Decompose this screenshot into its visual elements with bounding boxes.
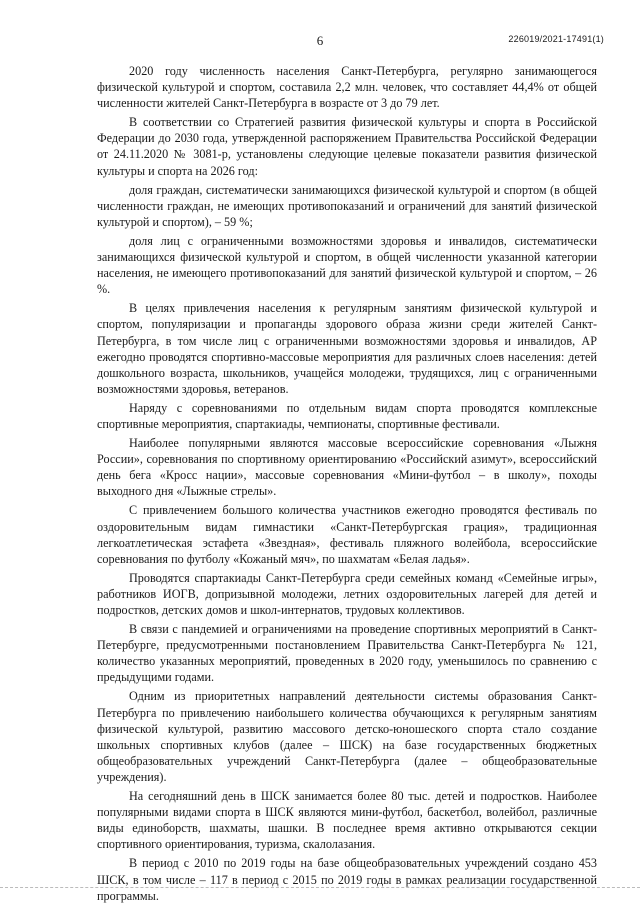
paragraph: В период с 2010 по 2019 годы на базе общеобразовательных учреждений создано 453 ШСК, в том числе – 117 в период с 2015 по 2019 годы в рамках реализации государственной программы. [97, 856, 597, 903]
paragraph: В соответствии со Стратегией развития физической культуры и спорта в Российской Федерации до 2030 года, утвержденной распоряжением Правительства Российской Федерации от 24.11.2020 № 3081-р, установлены следующие целевые показатели развития физической культуры и спорта на 2026 год: [97, 115, 597, 178]
paragraph: Одним из приоритетных направлений деятельности системы образования Санкт-Петербурга по привлечению наибольшего количества обучающихся к регулярным занятиям физической культурой, развитию массового детско-юношеского спорта стало создание школьных спортивных клубов (далее – ШСК) на базе государственных бюджетных общеобразовательных учреждений Санкт-Петербурга (далее – общеобразовательные учреждения). [97, 689, 597, 784]
paragraph: Проводятся спартакиады Санкт-Петербурга среди семейных команд «Семейные игры», работников ИОГВ, допризывной молодежи, летних оздоровительных лагерей для детей и подростков, детских домов и школ-интернатов, трудовых коллективов. [97, 570, 597, 617]
paragraph: На сегодняшний день в ШСК занимается более 80 тыс. детей и подростков. Наиболее популярными видами спорта в ШСК являются мини-футбол, баскетбол, волейбол, различные виды единоборств, шахматы, шашки. В последнее время активно открываются секции спортивного ориентирования, туризма, скалолазания. [97, 789, 597, 852]
scan-edge-line [0, 887, 640, 889]
page-number: 6 [316, 33, 324, 48]
paragraph: В связи с пандемией и ограничениями на проведение спортивных мероприятий в Санкт-Петербурге, предусмотренными постановлением Правительства Санкт-Петербурга № 121, количество указанных мероприятий, проведенных в 2020 году, уменьшилось по сравнению с предыдущими годами. [97, 622, 597, 685]
paragraph: Наряду с соревнованиями по отдельным видам спорта проводятся комплексные спортивные мероприятия, спартакиады, чемпионаты, спортивные фестивали. [97, 400, 597, 431]
document-body [97, 63, 597, 907]
document-id: 226019/2021-17491(1) [508, 34, 604, 44]
paragraph: 2020 году численность населения Санкт-Петербурга, регулярно занимающегося физической культурой и спортом, составила 2,2 млн. человек, что составляет 44,4% от общей численности жителей Санкт-Петербурга в возрасте от 3 до 79 лет. [97, 64, 597, 111]
paragraph: доля лиц с ограниченными возможностями здоровья и инвалидов, систематически занимающихся физической культурой и спортом, в общей численности указанной категории населения, не имеющего противопоказаний для занятий физической культурой и спортом, – 26 %. [97, 233, 597, 297]
paragraph: В целях привлечения населения к регулярным занятиям физической культурой и спортом, популяризации и пропаганды здорового образа жизни среди жителей Санкт-Петербурга, в том числе лиц с ограниченными возможностями здоровья и инвалидов, АР ежегодно проводятся спортивно-массовые мероприятия для различных слоев населения: детей дошкольного возраста, школьников, учащейся молодежи, трудящихся, лиц с ограниченными возможностями здоровья, ветеранов. [97, 301, 597, 396]
paragraph: Наиболее популярными являются массовые всероссийские соревнования «Лыжня России», соревнования по спортивному ориентированию «Российский азимут», всероссийский день бега «Кросс нации», массовые соревнования «Мини-футбол – в школу», походы выходного дня «Лыжные стрелы». [97, 436, 597, 499]
paragraph: доля граждан, систематически занимающихся физической культурой и спортом (в общей численности граждан, не имеющих противопоказаний и ограничений для занятий физической культурой и спортом), – 59 %; [97, 182, 597, 229]
paragraph: С привлечением большого количества участников ежегодно проводятся фестиваль по оздоровительным видам гимнастики «Санкт-Петербургская грация», традиционная легкоатлетическая эстафета «Звездная», фестиваль пляжного волейбола, всероссийские соревнования по футболу «Кожаный мяч», по шахматам «Белая ладья». [97, 503, 597, 566]
